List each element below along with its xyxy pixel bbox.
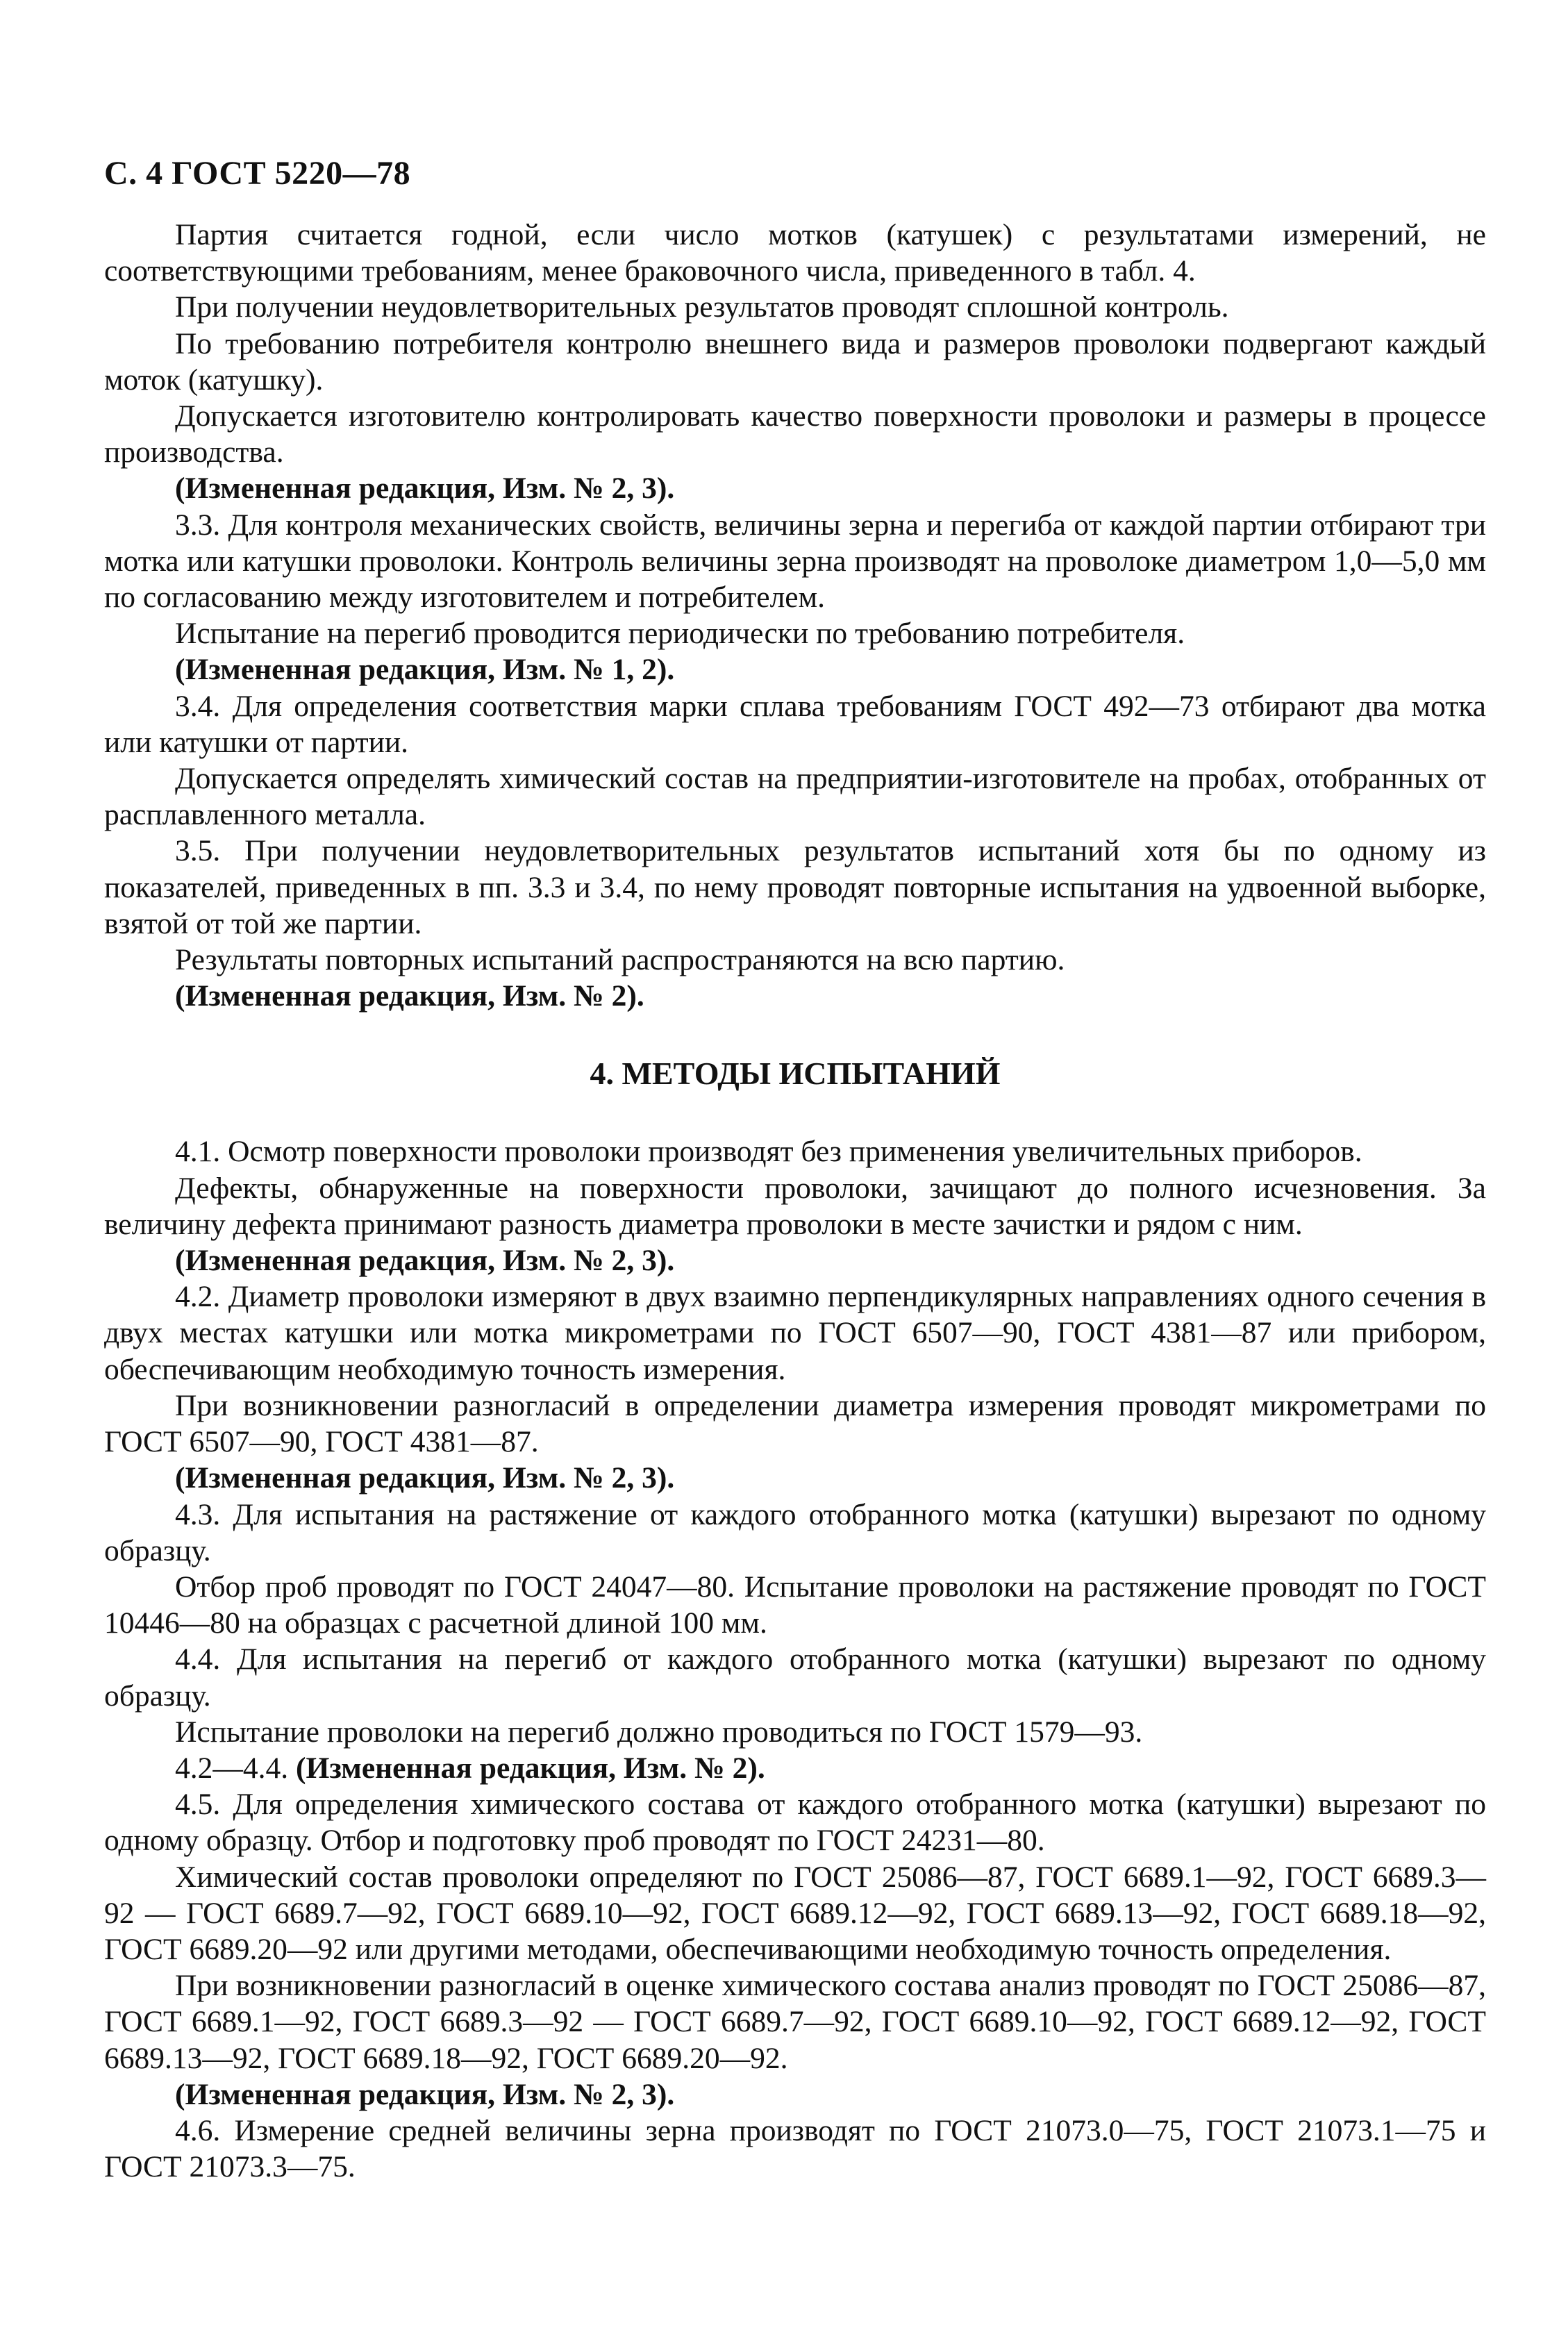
clause-3-4: 3.4. Для определения соответствия марки сплава требованиям ГОСТ 492—73 отбирают два мотка или катушки от партии. [104,689,1486,759]
amendment-note: (Измененная редакция, Изм. № 2, 3). [175,472,675,506]
clause-4-6: 4.6. Измерение средней величины зерна производят по ГОСТ 21073.0—75, ГОСТ 21073.1—75 и ГОСТ 21073.3—75. [104,2113,1486,2184]
paragraph: По требованию потребителя контролю внешнего вида и размеров проволоки подвергают каждый моток (катушку). [104,326,1486,397]
clause-4-4: 4.4. Для испытания на перегиб от каждого отобранного мотка (катушки) вырезают по одному образцу. [104,1642,1486,1713]
paragraph: Испытание проволоки на перегиб должно проводиться по ГОСТ 1579—93. [175,1715,1143,1749]
section-title: 4. МЕТОДЫ ИСПЫТАНИЙ [590,1056,1001,1092]
paragraph: При возникновении разногласий в определении диаметра измерения проводят микрометрами по ГОСТ 6507—90, ГОСТ 4381—87. [104,1388,1486,1459]
clause-4-5: 4.5. Для определения химического состава от каждого отобранного мотка (катушки) вырезают по одному образцу. Отбор и подготовку проб проводят по ГОСТ 24231—80. [104,1788,1486,1858]
paragraph: Допускается определять химический состав на предприятии-изготовителе на пробах, отобранных от расплавленного металла. [104,762,1486,832]
amendment-note: (Измененная редакция, Изм. № 2, 3). [175,1244,675,1278]
page-header: С. 4 ГОСТ 5220—78 [104,155,411,192]
paragraph: Партия считается годной, если число мотков (катушек) с результатами измерений, не соответствующими требованиям, менее браковочного числа, приведенного в табл. 4. [104,218,1486,288]
clause-4-1: 4.1. Осмотр поверхности проволоки производят без применения увеличительных приборов. [175,1135,1362,1169]
document-body [104,217,1486,2185]
clause-4-3: 4.3. Для испытания на растяжение от каждого отобранного мотка (катушки) вырезают по одному образцу. [104,1497,1486,1567]
paragraph: При получении неудовлетворительных результатов проводят сплошной контроль. [175,290,1229,324]
paragraph: Дефекты, обнаруженные на поверхности проволоки, зачищают до полного исчезновения. За величину дефекта принимают разность диаметра проволоки в месте зачистки и рядом с ним. [104,1171,1486,1241]
amendment-note: (Измененная редакция, Изм. № 2, 3). [175,2077,675,2111]
paragraph: Испытание на перегиб проводится периодически по требованию потребителя. [175,617,1185,651]
clause-3-5: 3.5. При получении неудовлетворительных результатов испытаний хотя бы по одному из показателей, приведенных в пп. 3.3 и 3.4, по нему проводят повторные испытания на удвоенной выборке, взятой от той же партии. [104,834,1486,940]
amendment-note-bold: (Измененная редакция, Изм. № 2). [296,1751,765,1785]
amendment-note: (Измененная редакция, Изм. № 2). [175,979,644,1013]
amendment-note-range: 4.2—4.4. (Измененная редакция, Изм. № 2). [175,1751,765,1785]
clause-3-3: 3.3. Для контроля механических свойств, величины зерна и перегиба от каждой партии отбирают три мотка или катушки проволоки. Контроль величины зерна производят на проволоке диаметром 1,0—5,0 мм по согласованию между изготовителем и потребителем. [104,508,1486,615]
paragraph: Результаты повторных испытаний распространяются на всю партию. [175,943,1065,977]
paragraph: При возникновении разногласий в оценке химического состава анализ проводят по ГОСТ 25086—87, ГОСТ 6689.1—92, ГОСТ 6689.3—92 — ГОСТ 6689.7—92, ГОСТ 6689.10—92, ГОСТ 6689.12—92, ГОСТ 6689.13—92, ГОСТ 6689.18—92, ГОСТ 6689.20—92. [104,1969,1486,2075]
amendment-note: (Измененная редакция, Изм. № 1, 2). [175,653,675,687]
paragraph: Допускается изготовителю контролировать качество поверхности проволоки и размеры в процессе производства. [104,399,1486,469]
paragraph: Отбор проб проводят по ГОСТ 24047—80. Испытание проволоки на растяжение проводят по ГОСТ 10446—80 на образцах с расчетной длиной 100 мм. [104,1570,1486,1640]
clause-4-2: 4.2. Диаметр проволоки измеряют в двух взаимно перпендикулярных направлениях одного сечения в двух местах катушки или мотка микрометрами по ГОСТ 6507—90, ГОСТ 4381—87 или прибором, обеспечивающим необходимую точность измерения. [104,1280,1486,1386]
amendment-note: (Измененная редакция, Изм. № 2, 3). [175,1461,675,1495]
paragraph: Химический состав проволоки определяют по ГОСТ 25086—87, ГОСТ 6689.1—92, ГОСТ 6689.3—92 — ГОСТ 6689.7—92, ГОСТ 6689.10—92, ГОСТ 6689.12—92, ГОСТ 6689.13—92, ГОСТ 6689.18—92, ГОСТ 6689.20—92 или другими методами, обеспечивающими необходимую точность определения. [104,1860,1486,1966]
